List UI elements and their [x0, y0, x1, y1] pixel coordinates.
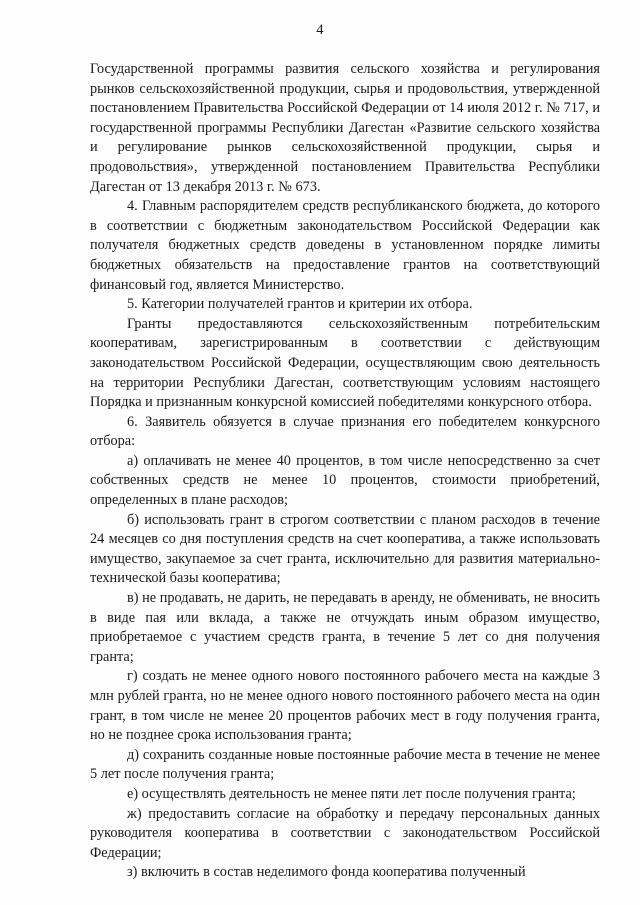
- subparagraph-v: в) не продавать, не дарить, не передавать в аренду, не обменивать, не вносить в виде пая или вклада, а также не отчуждать иным образом имущество, приобретаемое с участием средств гранта, в течение 5 лет со дня получения гранта;: [90, 590, 600, 665]
- subparagraph-z: з) включить в состав неделимого фонда кооператива полученный: [127, 864, 526, 881]
- subparagraph-b: б) использовать грант в строгом соответствии с планом расходов в течение 24 месяцев со дня поступления средств на счет кооператива, а также использовать имущество, закупаемое за счет гранта, исключительно для развития материально-технической базы кооператива;: [90, 511, 600, 587]
- subparagraph-zh: ж) предоставить согласие на обработку и передачу персональных данных руководителя кооператива в соответствии с законодательством Российской Федерации;: [90, 805, 600, 861]
- page-number: 4: [316, 22, 324, 38]
- document-body: [90, 60, 600, 883]
- paragraph-item-5: 5. Категории получателей грантов и критерии их отбора.: [127, 296, 473, 313]
- paragraph-item-6: 6. Заявитель обязуется в случае признания его победителем конкурсного отбора:: [90, 413, 600, 450]
- paragraph-item-4: 4. Главным распорядителем средств республиканского бюджета, до которого в соответствии с бюджетным законодательством Российской Федерации как получателя бюджетных средств доведены в установленном порядке лимиты бюджетных обязательств на предоставление грантов на соответствующий финансовый год, является Министерство.: [90, 198, 600, 293]
- subparagraph-g: г) создать не менее одного нового постоянного рабочего места на каждые 3 млн рублей гранта, но не менее одного нового постоянного рабочего места на один грант, в том числе не менее 20 процентов рабочих мест в году получения гранта, но не позднее срока использования гранта;: [90, 668, 600, 744]
- subparagraph-e: е) осуществлять деятельность не менее пяти лет после получения гранта;: [127, 785, 576, 802]
- paragraph-grants: Гранты предоставляются сельскохозяйственным потребительским кооперативам, зарегистрированным в соответствии с действующим законодательством Российской Федерации, осуществляющим свою деятельность на территории Республики Дагестан, соответствующим условиям настоящего Порядка и признанным конкурсной комиссией победителями конкурсного отбора.: [90, 315, 600, 411]
- subparagraph-a: а) оплачивать не менее 40 процентов, в том числе непосредственно за счет собственных средств не менее 10 процентов, стоимости приобретений, определенных в плане расходов;: [90, 452, 600, 509]
- paragraph-continuation: Государственной программы развития сельского хозяйства и регулирования рынков сельскохозяйственной продукции, сырья и продовольствия, утвержденной постановлением Правительства Российской Федерации от 14 июля 2012 г. № 717, и государственной программы Республики Дагестан «Развитие сельского хозяйства и регулирование рынков сельскохозяйственной продукции, сырья и продовольствия», утвержденной постановлением Правительства Республики Дагестан от 13 декабря 2013 г. № 673.: [90, 61, 600, 195]
- subparagraph-d: д) сохранить созданные новые постоянные рабочие места в течение не менее 5 лет после получения гранта;: [90, 746, 600, 783]
